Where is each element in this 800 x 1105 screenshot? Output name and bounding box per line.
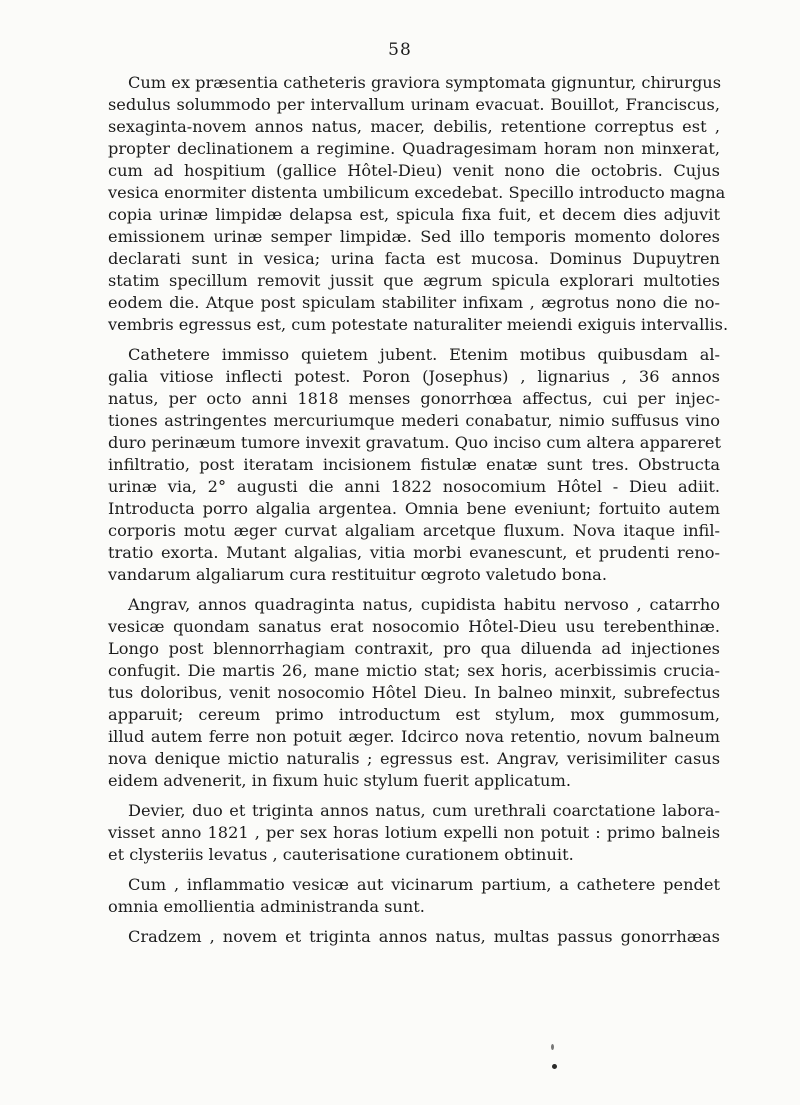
text-line: tiones astringentes mercuriumque mederi conabatur, nimio suffusus vino (108, 411, 720, 430)
text-line: Cradzem , novem et triginta annos natus, multas passus gonorrhæas (128, 927, 720, 946)
text-line: sexaginta-novem annos natus, macer, debilis, retentione correptus est , (108, 117, 720, 136)
text-line: propter declinationem a regimine. Quadragesimam horam non minxerat, (108, 139, 720, 158)
text-line: omnia emollientia administranda sunt. (108, 897, 425, 916)
text-line: visset anno 1821 , per sex horas lotium expelli non potuit : primo balneis (108, 823, 720, 842)
text-line: nova denique mictio naturalis ; egressus est. Angrav, verisimiliter casus (108, 749, 720, 768)
paragraph-5 (108, 874, 720, 918)
text-line: confugit. Die martis 26, mane mictio stat; sex horis, acerbissimis crucia- (108, 661, 720, 680)
text-line: vembris egressus est, cum potestate naturaliter meiendi exiguis intervallis. (108, 315, 729, 334)
text-line: statim specillum removit jussit que ægrum spicula explorari multoties (108, 271, 720, 290)
text-line: Angrav, annos quadraginta natus, cupidista habitu nervoso , catarrho (128, 595, 720, 614)
text-line: galia vitiose inflecti potest. Poron (Josephus) , lignarius , 36 annos (108, 367, 720, 386)
text-line: duro perinæum tumore invexit gravatum. Quo inciso cum altera appareret (108, 433, 721, 452)
text-line: illud autem ferre non potuit æger. Idcirco nova retentio, novum balneum (108, 727, 720, 746)
text-line: Devier, duo et triginta annos natus, cum urethrali coarctatione labora- (128, 801, 720, 820)
paragraph-2 (108, 344, 720, 586)
text-line: infiltratio, post iteratam incisionem fistulæ enatæ sunt tres. Obstructa (108, 455, 720, 474)
paragraph-4 (108, 800, 720, 866)
page-number: 58 (388, 40, 412, 60)
body-text (108, 72, 729, 956)
text-line: Longo post blennorrhagiam contraxit, pro qua diluenda ad injectiones (108, 639, 720, 658)
text-line: Cum ex præsentia catheteris graviora symptomata gignuntur, chirurgus (128, 73, 722, 92)
text-line: eidem advenerit, in fixum huic stylum fuerit applicatum. (108, 771, 571, 790)
ink-speck (551, 1044, 554, 1050)
text-line: Cum , inflammatio vesicæ aut vicinarum partium, a cathetere pendet (128, 875, 720, 894)
paragraph-6 (108, 926, 720, 948)
text-line: vandarum algaliarum cura restituitur œgroto valetudo bona. (108, 565, 607, 584)
text-line: vesicæ quondam sanatus erat nosocomio Hôtel-Dieu usu terebenthinæ. (108, 617, 720, 636)
text-line: Introducta porro algalia argentea. Omnia bene eveniunt; fortuito autem (108, 499, 720, 518)
text-line: apparuit; cereum primo introductum est stylum, mox gummosum, (108, 705, 720, 724)
text-line: cum ad hospitium (gallice Hôtel-Dieu) venit nono die octobris. Cujus (108, 161, 720, 180)
paragraph-1 (108, 72, 729, 336)
text-line: vesica enormiter distenta umbilicum excedebat. Specillo introducto magna (108, 183, 726, 202)
text-line: emissionem urinæ semper limpidæ. Sed illo temporis momento dolores (108, 227, 720, 246)
text-line: natus, per octo anni 1818 menses gonorrhœa affectus, cui per injec- (108, 389, 720, 408)
text-line: declarati sunt in vesica; urina facta est mucosa. Dominus Dupuytren (108, 249, 720, 268)
text-line: corporis motu æger curvat algaliam arcetque fluxum. Nova itaque infil- (108, 521, 720, 540)
text-line: eodem die. Atque post spiculam stabiliter infixam , ægrotus nono die no- (108, 293, 720, 312)
text-line: et clysteriis levatus , cauterisatione curationem obtinuit. (108, 845, 574, 864)
text-line: sedulus solummodo per intervallum urinam evacuat. Bouillot, Franciscus, (108, 95, 720, 114)
text-line: Cathetere immisso quietem jubent. Etenim motibus quibusdam al- (128, 345, 720, 364)
text-line: copia urinæ limpidæ delapsa est, spicula fixa fuit, et decem dies adjuvit (108, 205, 720, 224)
text-line: urinæ via, 2° augusti die anni 1822 nosocomium Hôtel - Dieu adiit. (108, 477, 720, 496)
paragraph-3 (108, 594, 720, 792)
text-line: tratio exorta. Mutant algalias, vitia morbi evanescunt, et prudenti reno- (108, 543, 720, 562)
text-line: tus doloribus, venit nosocomio Hôtel Dieu. In balneo minxit, subrefectus (108, 683, 720, 702)
ink-speck (552, 1064, 557, 1069)
